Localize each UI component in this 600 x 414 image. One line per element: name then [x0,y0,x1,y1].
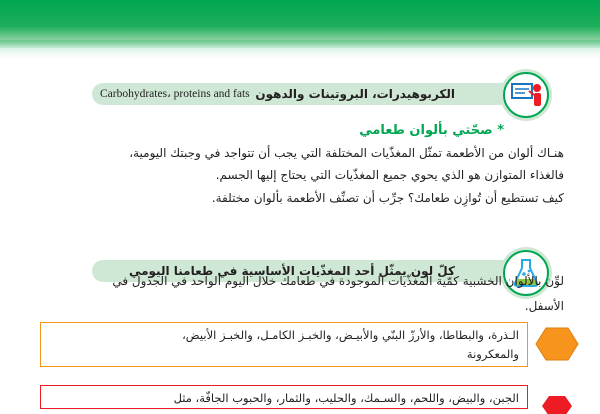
food-group-box[interactable] [40,322,528,367]
red-hexagon-icon[interactable] [540,394,574,414]
section-title-arabic: الكربوهيدرات، البروتينات والدهون [255,87,455,101]
section-title-english: Carbohydrates، proteins and fats [100,88,250,100]
header-fade [0,40,600,58]
instruction-line: لوِّن بالألوان الخشبية كمّية المغذّيات الموجودة في طعامك خلال اليوم الواحد في الجدول في [112,274,564,288]
food-group-text: الـذرة، والبطاطا، والأرزّ البنّي والأبيـض، والخبـز الكامـل، والخبـز الأبيض، [182,328,519,342]
board-teacher-icon [503,72,549,118]
subsection-heading: * صحّتي بألوان طعامي [359,123,504,138]
food-group-text: الجبن، والبيض، واللحم، والسـمك، والحليب، والثمار، والحبوب الجافّة، مثل [173,391,519,405]
paragraph-line: كيف تستطيع أن تُوازِن طعامك؟ جرِّب أن تصنِّف الأطعمة بألوان مختلفة. [211,191,564,205]
flask-icon [503,250,549,296]
food-group-box[interactable] [40,385,528,409]
paragraph-line: فالغذاء المتوازن هو الذي يحوي جميع المغذّيات التي يحتاج إليها الجسم. [215,168,564,182]
food-group-text: والمعكرونة [466,347,519,361]
paragraph-line: هنـاك ألوان من الأطعمة تمثّل المغذّيات المختلفة التي يجب أن تتواجد في وجبتك اليومية، [129,146,564,160]
activity-title: كلّ لون يمثّل أحد المغذّيات الأساسية في طعامنا اليومي [128,264,455,278]
orange-hexagon-icon[interactable] [534,326,580,362]
section-title-bar [92,83,527,105]
instruction-line: الأسفل. [524,299,564,313]
